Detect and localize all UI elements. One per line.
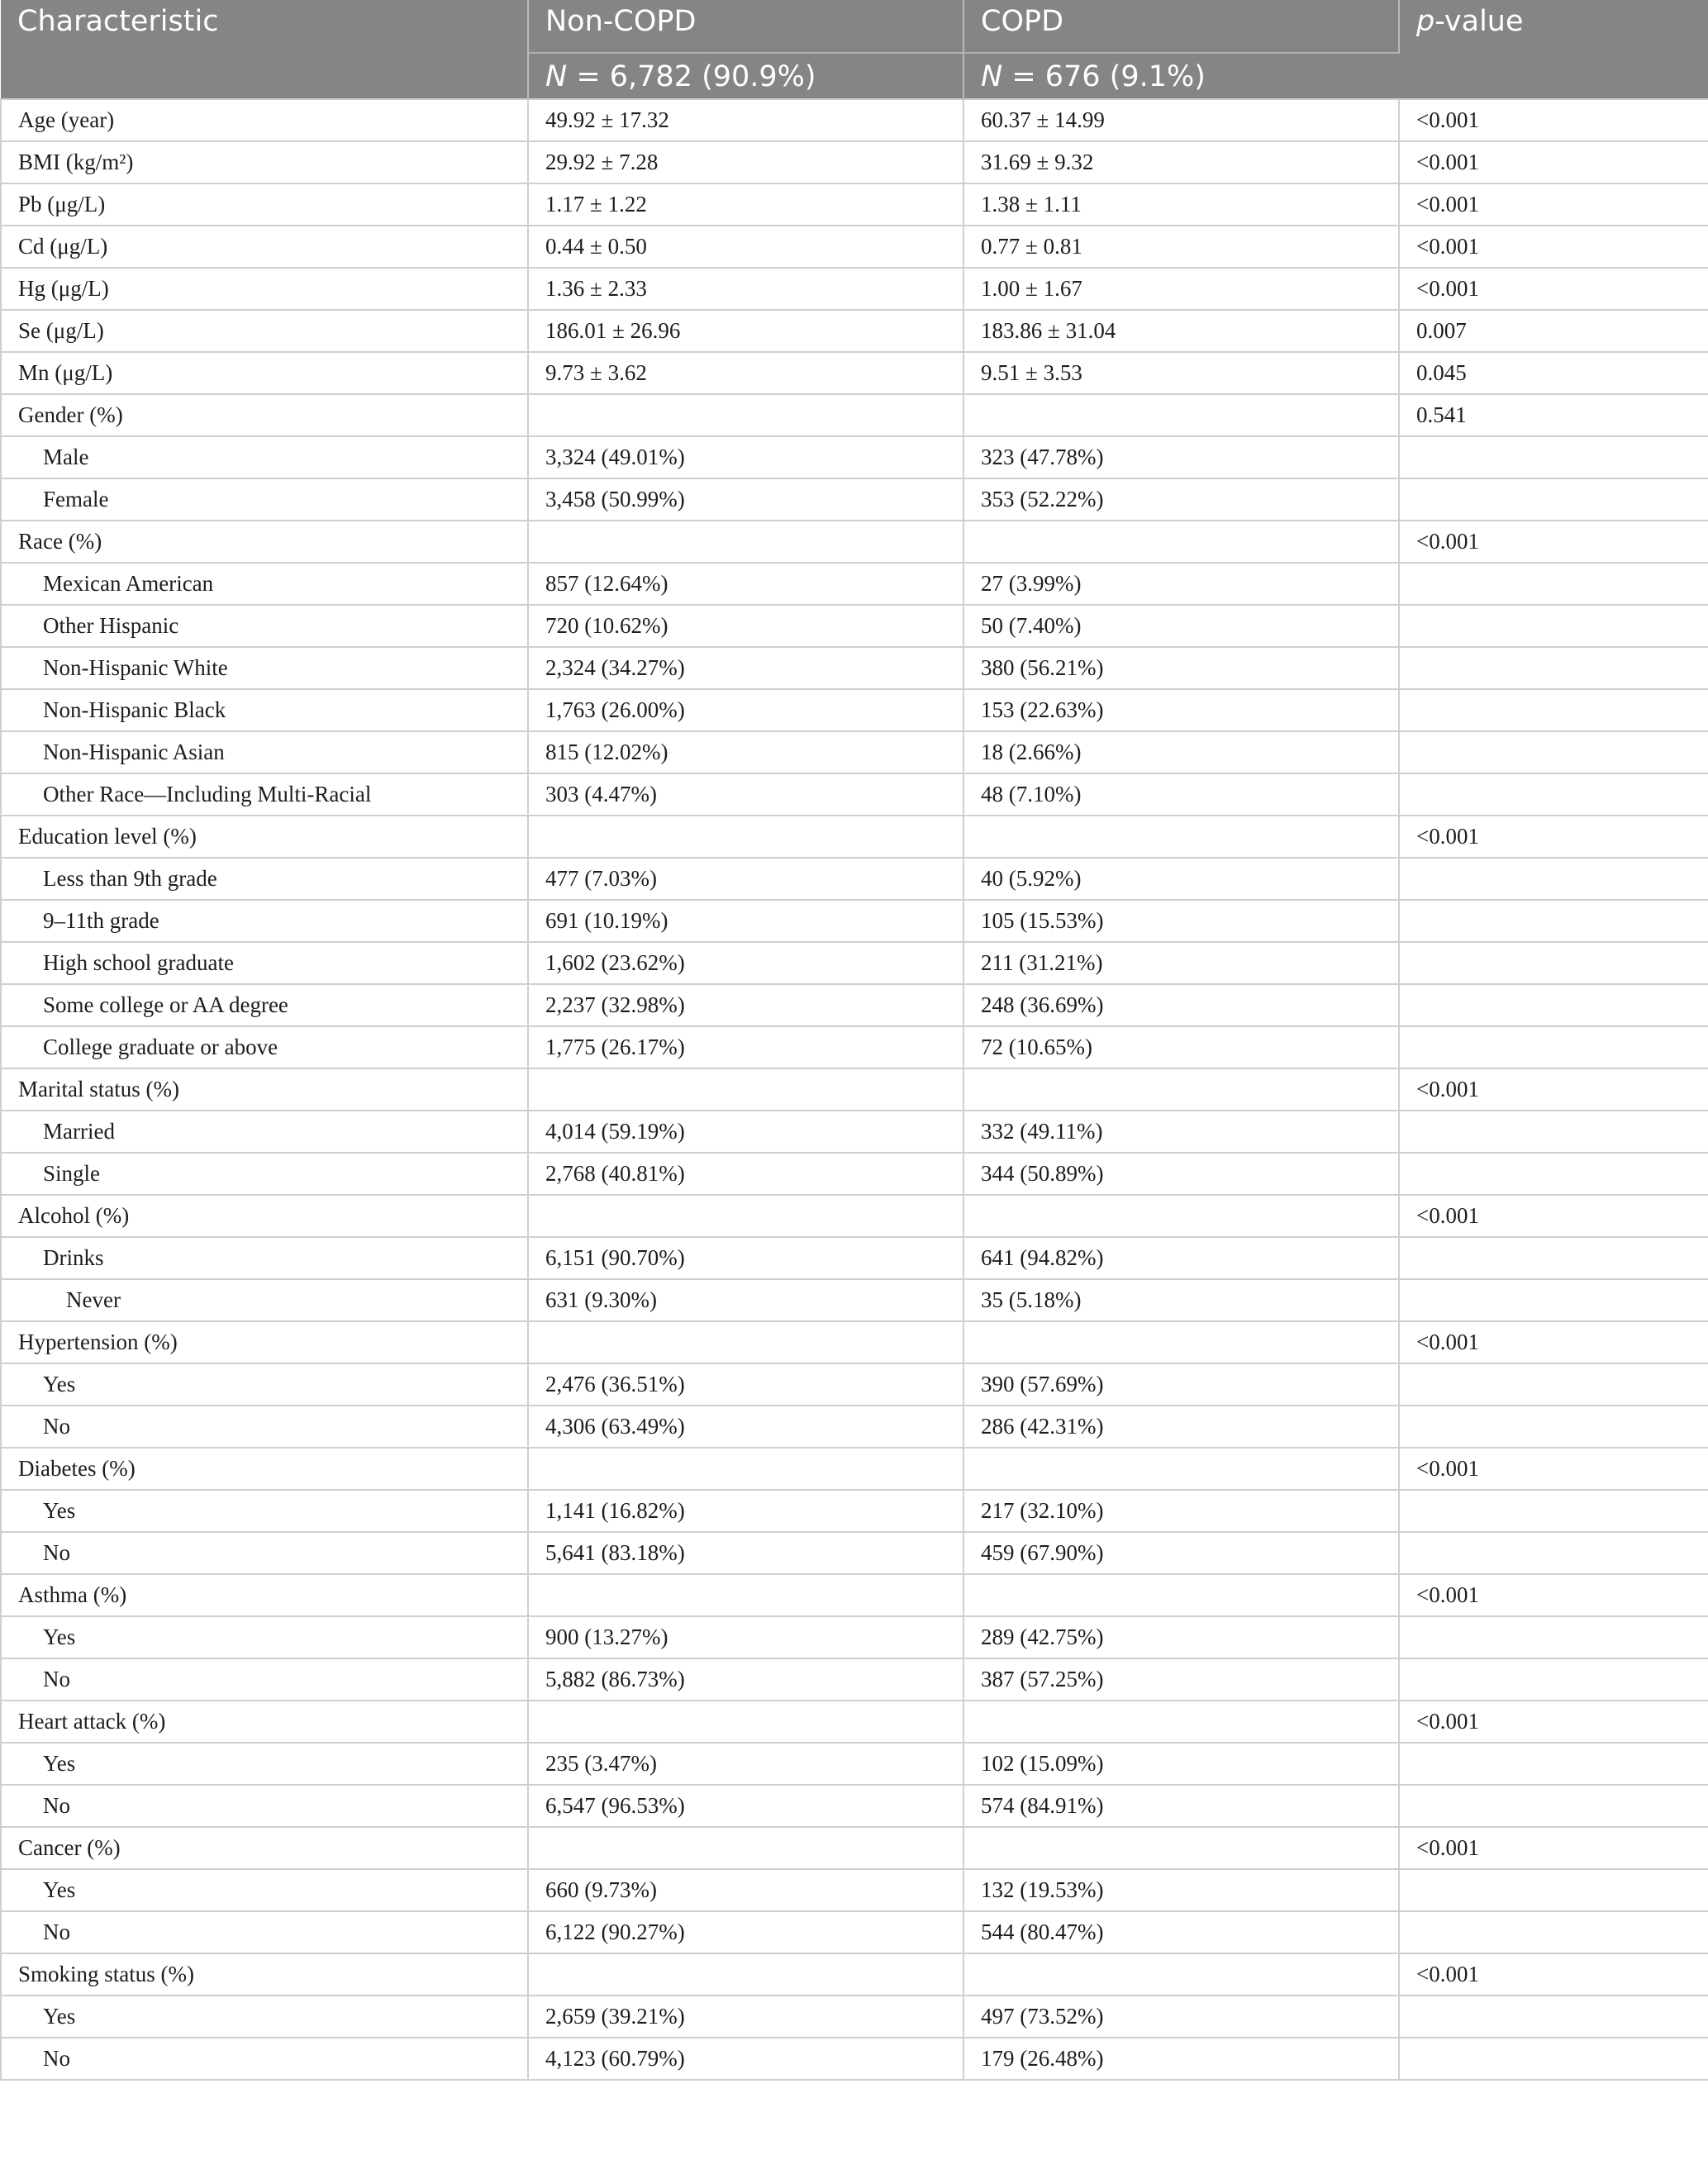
row-label-cell: Hg (μg/L)	[1, 268, 528, 310]
non-copd-value-cell: 49.92 ± 17.32	[528, 99, 963, 141]
copd-value-cell: 390 (57.69%)	[963, 1363, 1399, 1406]
p-value-cell	[1399, 1490, 1708, 1532]
copd-value-cell: 217 (32.10%)	[963, 1490, 1399, 1532]
copd-value-cell	[963, 1068, 1399, 1111]
p-value-cell	[1399, 436, 1708, 478]
p-value-cell	[1399, 1616, 1708, 1658]
table-row	[1, 436, 1708, 478]
non-copd-value-cell	[528, 1068, 963, 1111]
table-body	[1, 99, 1708, 2080]
table-row	[1, 689, 1708, 731]
table-row	[1, 1701, 1708, 1743]
copd-value-cell	[963, 1701, 1399, 1743]
row-label-cell: Some college or AA degree	[1, 984, 528, 1026]
table-row	[1, 816, 1708, 858]
p-value-cell: <0.001	[1399, 1574, 1708, 1616]
non-copd-value-cell	[528, 1827, 963, 1869]
row-label-cell: No	[1, 1785, 528, 1827]
table-row	[1, 1996, 1708, 2038]
non-copd-value-cell: 2,768 (40.81%)	[528, 1153, 963, 1195]
copd-value-cell: 1.38 ± 1.11	[963, 183, 1399, 226]
row-label-cell: Yes	[1, 1490, 528, 1532]
row-label-cell: Yes	[1, 1996, 528, 2038]
table-row	[1, 1658, 1708, 1701]
p-value-cell: <0.001	[1399, 1321, 1708, 1363]
copd-value-cell: 211 (31.21%)	[963, 942, 1399, 984]
table-row	[1, 1363, 1708, 1406]
p-value-cell	[1399, 1532, 1708, 1574]
copd-value-cell: 50 (7.40%)	[963, 605, 1399, 647]
p-value-cell	[1399, 1869, 1708, 1911]
copd-value-cell: 48 (7.10%)	[963, 773, 1399, 816]
copd-value-cell	[963, 1448, 1399, 1490]
p-value-cell: 0.007	[1399, 310, 1708, 352]
table-row	[1, 858, 1708, 900]
table-row	[1, 1785, 1708, 1827]
row-label-cell: Gender (%)	[1, 394, 528, 436]
copd-value-cell: 387 (57.25%)	[963, 1658, 1399, 1701]
table-row	[1, 647, 1708, 689]
table-row	[1, 99, 1708, 141]
non-copd-value-cell: 2,659 (39.21%)	[528, 1996, 963, 2038]
row-label-cell: BMI (kg/m²)	[1, 141, 528, 183]
table-row	[1, 1490, 1708, 1532]
table-row	[1, 731, 1708, 773]
table-row	[1, 1279, 1708, 1321]
copd-value-cell: 27 (3.99%)	[963, 563, 1399, 605]
copd-value-cell	[963, 521, 1399, 563]
p-value-cell	[1399, 2038, 1708, 2080]
row-label-cell: Never	[1, 1279, 528, 1321]
row-label-cell: Non-Hispanic Asian	[1, 731, 528, 773]
row-label-cell: Mexican American	[1, 563, 528, 605]
p-value-cell: 0.541	[1399, 394, 1708, 436]
row-label-cell: Female	[1, 478, 528, 521]
copd-value-cell: 18 (2.66%)	[963, 731, 1399, 773]
row-label-cell: Yes	[1, 1743, 528, 1785]
copd-value-cell	[963, 1953, 1399, 1996]
p-value-cell	[1399, 1153, 1708, 1195]
p-value-cell	[1399, 563, 1708, 605]
row-label-cell: Yes	[1, 1363, 528, 1406]
copd-value-cell: 248 (36.69%)	[963, 984, 1399, 1026]
table-row	[1, 1953, 1708, 1996]
header-characteristic: Characteristic	[1, 0, 528, 99]
row-label-cell: Race (%)	[1, 521, 528, 563]
row-label-cell: High school graduate	[1, 942, 528, 984]
table-row	[1, 942, 1708, 984]
non-copd-value-cell: 720 (10.62%)	[528, 605, 963, 647]
copd-value-cell	[963, 816, 1399, 858]
row-label-cell: Male	[1, 436, 528, 478]
copd-value-cell: 105 (15.53%)	[963, 900, 1399, 942]
table-row	[1, 352, 1708, 394]
copd-value-cell: 132 (19.53%)	[963, 1869, 1399, 1911]
row-label-cell: 9–11th grade	[1, 900, 528, 942]
row-label-cell: Age (year)	[1, 99, 528, 141]
p-value-cell: <0.001	[1399, 268, 1708, 310]
table-row	[1, 1111, 1708, 1153]
row-label-cell: No	[1, 1658, 528, 1701]
row-label-cell: Less than 9th grade	[1, 858, 528, 900]
copd-value-cell: 179 (26.48%)	[963, 2038, 1399, 2080]
non-copd-value-cell: 29.92 ± 7.28	[528, 141, 963, 183]
p-value-cell	[1399, 1743, 1708, 1785]
p-value-cell	[1399, 1658, 1708, 1701]
row-label-cell: Cancer (%)	[1, 1827, 528, 1869]
copd-value-cell: 35 (5.18%)	[963, 1279, 1399, 1321]
copd-value-cell: 574 (84.91%)	[963, 1785, 1399, 1827]
copd-value-cell: 353 (52.22%)	[963, 478, 1399, 521]
p-value-cell	[1399, 647, 1708, 689]
p-value-cell: <0.001	[1399, 816, 1708, 858]
row-label-cell: Alcohol (%)	[1, 1195, 528, 1237]
non-copd-value-cell: 4,123 (60.79%)	[528, 2038, 963, 2080]
header-p-value: p-value	[1399, 0, 1708, 99]
p-value-cell	[1399, 900, 1708, 942]
p-value-cell	[1399, 1026, 1708, 1068]
copd-value-cell	[963, 1195, 1399, 1237]
p-value-cell: 0.045	[1399, 352, 1708, 394]
non-copd-value-cell: 4,014 (59.19%)	[528, 1111, 963, 1153]
non-copd-value-cell: 5,882 (86.73%)	[528, 1658, 963, 1701]
row-label-cell: No	[1, 1406, 528, 1448]
non-copd-value-cell: 6,547 (96.53%)	[528, 1785, 963, 1827]
non-copd-value-cell	[528, 521, 963, 563]
row-label-cell: Yes	[1, 1869, 528, 1911]
table-row	[1, 1026, 1708, 1068]
table-row	[1, 394, 1708, 436]
row-label-cell: Education level (%)	[1, 816, 528, 858]
non-copd-value-cell	[528, 1321, 963, 1363]
copd-value-cell: 31.69 ± 9.32	[963, 141, 1399, 183]
table-row	[1, 1574, 1708, 1616]
p-value-cell: <0.001	[1399, 1195, 1708, 1237]
non-copd-value-cell	[528, 394, 963, 436]
copd-value-cell: 459 (67.90%)	[963, 1532, 1399, 1574]
non-copd-value-cell	[528, 1701, 963, 1743]
copd-value-cell	[963, 1321, 1399, 1363]
p-value-cell	[1399, 689, 1708, 731]
copd-value-cell: 286 (42.31%)	[963, 1406, 1399, 1448]
non-copd-value-cell	[528, 1195, 963, 1237]
row-label-cell: No	[1, 2038, 528, 2080]
table-row	[1, 1321, 1708, 1363]
non-copd-value-cell: 6,151 (90.70%)	[528, 1237, 963, 1279]
row-label-cell: Single	[1, 1153, 528, 1195]
table-row	[1, 1532, 1708, 1574]
table-row	[1, 226, 1708, 268]
row-label-cell: Smoking status (%)	[1, 1953, 528, 1996]
copd-value-cell: 102 (15.09%)	[963, 1743, 1399, 1785]
copd-value-cell: 1.00 ± 1.67	[963, 268, 1399, 310]
table-row	[1, 773, 1708, 816]
row-label-cell: Other Hispanic	[1, 605, 528, 647]
p-value-cell	[1399, 773, 1708, 816]
table-row	[1, 1448, 1708, 1490]
non-copd-value-cell: 1,141 (16.82%)	[528, 1490, 963, 1532]
copd-value-cell	[963, 1827, 1399, 1869]
p-value-cell: <0.001	[1399, 1953, 1708, 1996]
copd-value-cell: 183.86 ± 31.04	[963, 310, 1399, 352]
p-value-cell	[1399, 1237, 1708, 1279]
non-copd-value-cell: 1.36 ± 2.33	[528, 268, 963, 310]
non-copd-value-cell: 5,641 (83.18%)	[528, 1532, 963, 1574]
non-copd-value-cell: 0.44 ± 0.50	[528, 226, 963, 268]
copd-value-cell: 153 (22.63%)	[963, 689, 1399, 731]
table-row	[1, 1406, 1708, 1448]
non-copd-value-cell: 857 (12.64%)	[528, 563, 963, 605]
non-copd-value-cell: 477 (7.03%)	[528, 858, 963, 900]
row-label-cell: No	[1, 1532, 528, 1574]
non-copd-value-cell	[528, 816, 963, 858]
copd-value-cell: 60.37 ± 14.99	[963, 99, 1399, 141]
row-label-cell: Drinks	[1, 1237, 528, 1279]
table-header	[1, 0, 1708, 99]
table-row	[1, 605, 1708, 647]
non-copd-value-cell: 2,324 (34.27%)	[528, 647, 963, 689]
table-row	[1, 1827, 1708, 1869]
non-copd-value-cell: 2,476 (36.51%)	[528, 1363, 963, 1406]
table-row	[1, 1195, 1708, 1237]
p-value-cell	[1399, 1279, 1708, 1321]
copd-value-cell: 9.51 ± 3.53	[963, 352, 1399, 394]
row-label-cell: Heart attack (%)	[1, 1701, 528, 1743]
header-copd: COPD	[963, 0, 1399, 53]
p-value-cell: <0.001	[1399, 99, 1708, 141]
non-copd-value-cell: 9.73 ± 3.62	[528, 352, 963, 394]
p-value-cell	[1399, 605, 1708, 647]
p-value-cell	[1399, 1406, 1708, 1448]
table-row	[1, 268, 1708, 310]
p-value-cell: <0.001	[1399, 1827, 1708, 1869]
p-value-cell	[1399, 1996, 1708, 2038]
p-value-cell	[1399, 1363, 1708, 1406]
copd-value-cell: 40 (5.92%)	[963, 858, 1399, 900]
header-non-copd-n: N = 6,782 (90.9%)	[528, 53, 963, 99]
p-value-cell	[1399, 731, 1708, 773]
p-value-cell: <0.001	[1399, 521, 1708, 563]
table-row	[1, 900, 1708, 942]
header-copd-n: N = 676 (9.1%)	[963, 53, 1399, 99]
copd-value-cell: 289 (42.75%)	[963, 1616, 1399, 1658]
non-copd-value-cell: 1,763 (26.00%)	[528, 689, 963, 731]
row-label-cell: Mn (μg/L)	[1, 352, 528, 394]
row-label-cell: Non-Hispanic White	[1, 647, 528, 689]
row-label-cell: Non-Hispanic Black	[1, 689, 528, 731]
copd-value-cell: 497 (73.52%)	[963, 1996, 1399, 2038]
copd-value-cell	[963, 394, 1399, 436]
non-copd-value-cell: 6,122 (90.27%)	[528, 1911, 963, 1953]
p-value-cell: <0.001	[1399, 1701, 1708, 1743]
non-copd-value-cell: 815 (12.02%)	[528, 731, 963, 773]
row-label-cell: Se (μg/L)	[1, 310, 528, 352]
copd-value-cell: 380 (56.21%)	[963, 647, 1399, 689]
copd-value-cell: 332 (49.11%)	[963, 1111, 1399, 1153]
row-label-cell: Married	[1, 1111, 528, 1153]
table-row	[1, 1869, 1708, 1911]
non-copd-value-cell	[528, 1448, 963, 1490]
table-row	[1, 521, 1708, 563]
row-label-cell: Yes	[1, 1616, 528, 1658]
p-value-cell: <0.001	[1399, 1068, 1708, 1111]
p-value-cell	[1399, 478, 1708, 521]
row-label-cell: Diabetes (%)	[1, 1448, 528, 1490]
table-row	[1, 183, 1708, 226]
non-copd-value-cell: 900 (13.27%)	[528, 1616, 963, 1658]
table-row	[1, 141, 1708, 183]
copd-value-cell	[963, 1574, 1399, 1616]
p-value-cell: <0.001	[1399, 226, 1708, 268]
table-row	[1, 1153, 1708, 1195]
p-value-cell: <0.001	[1399, 183, 1708, 226]
p-value-cell	[1399, 984, 1708, 1026]
non-copd-value-cell	[528, 1574, 963, 1616]
table-row	[1, 1616, 1708, 1658]
table-row	[1, 478, 1708, 521]
p-value-cell: <0.001	[1399, 1448, 1708, 1490]
non-copd-value-cell: 660 (9.73%)	[528, 1869, 963, 1911]
table-row	[1, 984, 1708, 1026]
row-label-cell: College graduate or above	[1, 1026, 528, 1068]
row-label-cell: Pb (μg/L)	[1, 183, 528, 226]
row-label-cell: Marital status (%)	[1, 1068, 528, 1111]
table-row	[1, 1068, 1708, 1111]
non-copd-value-cell: 186.01 ± 26.96	[528, 310, 963, 352]
p-value-cell	[1399, 1785, 1708, 1827]
non-copd-value-cell	[528, 1953, 963, 1996]
p-value-cell: <0.001	[1399, 141, 1708, 183]
non-copd-value-cell: 1,775 (26.17%)	[528, 1026, 963, 1068]
row-label-cell: No	[1, 1911, 528, 1953]
header-non-copd: Non-COPD	[528, 0, 963, 53]
p-value-cell	[1399, 1111, 1708, 1153]
copd-value-cell: 344 (50.89%)	[963, 1153, 1399, 1195]
non-copd-value-cell: 631 (9.30%)	[528, 1279, 963, 1321]
table-row	[1, 1743, 1708, 1785]
table-row	[1, 2038, 1708, 2080]
non-copd-value-cell: 2,237 (32.98%)	[528, 984, 963, 1026]
non-copd-value-cell: 303 (4.47%)	[528, 773, 963, 816]
non-copd-value-cell: 3,324 (49.01%)	[528, 436, 963, 478]
p-value-cell	[1399, 858, 1708, 900]
non-copd-value-cell: 235 (3.47%)	[528, 1743, 963, 1785]
copd-value-cell: 641 (94.82%)	[963, 1237, 1399, 1279]
copd-value-cell: 72 (10.65%)	[963, 1026, 1399, 1068]
copd-value-cell: 323 (47.78%)	[963, 436, 1399, 478]
copd-value-cell: 544 (80.47%)	[963, 1911, 1399, 1953]
table-row	[1, 1237, 1708, 1279]
non-copd-value-cell: 1.17 ± 1.22	[528, 183, 963, 226]
row-label-cell: Cd (μg/L)	[1, 226, 528, 268]
row-label-cell: Other Race—Including Multi-Racial	[1, 773, 528, 816]
table-row	[1, 563, 1708, 605]
p-value-cell	[1399, 1911, 1708, 1953]
row-label-cell: Hypertension (%)	[1, 1321, 528, 1363]
row-label-cell: Asthma (%)	[1, 1574, 528, 1616]
non-copd-value-cell: 4,306 (63.49%)	[528, 1406, 963, 1448]
non-copd-value-cell: 691 (10.19%)	[528, 900, 963, 942]
table-row	[1, 310, 1708, 352]
non-copd-value-cell: 3,458 (50.99%)	[528, 478, 963, 521]
copd-value-cell: 0.77 ± 0.81	[963, 226, 1399, 268]
p-value-cell	[1399, 942, 1708, 984]
non-copd-value-cell: 1,602 (23.62%)	[528, 942, 963, 984]
table-row	[1, 1911, 1708, 1953]
